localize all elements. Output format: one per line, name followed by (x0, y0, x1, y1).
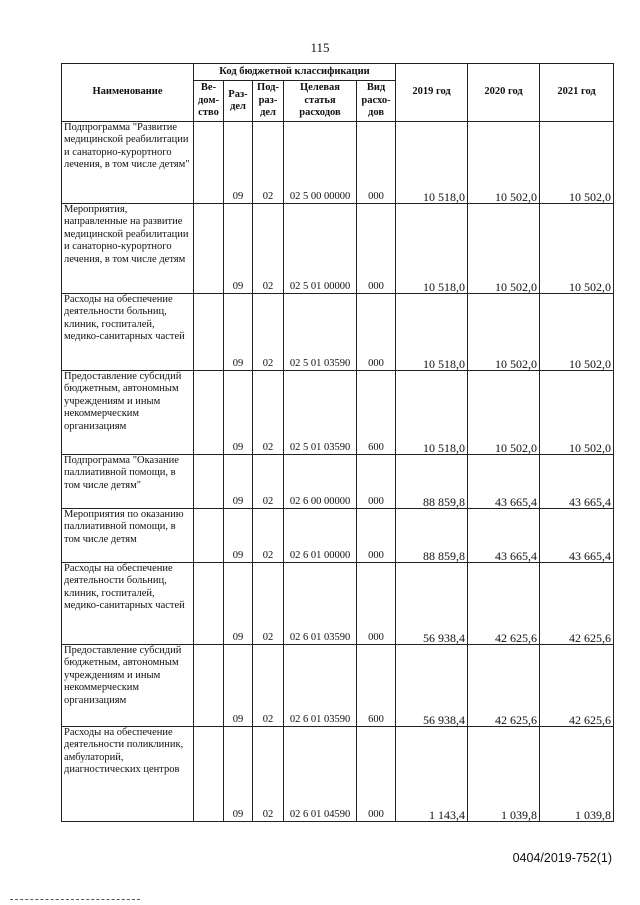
row-name: Подпрограмма "Развитие медицинской реабилитации и санаторно-курортного лечения, в том числе детям" (62, 122, 194, 204)
row-2019: 88 859,8 (396, 455, 468, 509)
table-row (62, 122, 614, 204)
row-2020: 10 502,0 (468, 371, 540, 455)
header-name: Наименование (62, 64, 194, 122)
row-name: Мероприятия, направленные на развитие медицинской реабилитации и санаторно-курортного лечения, в том числе детям (62, 204, 194, 294)
row-type: 000 (357, 122, 396, 204)
header-2020: 2020 год (468, 64, 540, 122)
row-2020: 43 665,4 (468, 509, 540, 563)
row-ministry (194, 727, 224, 822)
page-number: 115 (310, 40, 330, 55)
row-target: 02 5 00 00000 (284, 122, 357, 204)
row-ministry (194, 509, 224, 563)
row-subsection: 02 (253, 371, 284, 455)
row-name: Подпрограмма "Оказание паллиативной помощи, в том числе детям" (62, 455, 194, 509)
table-row (62, 509, 614, 563)
row-subsection: 02 (253, 122, 284, 204)
row-subsection: 02 (253, 645, 284, 727)
document-id: 0404/2019-752(1) (512, 851, 612, 865)
header-ministry: Ве- дом- ство (194, 81, 224, 122)
row-type: 600 (357, 371, 396, 455)
table-row (62, 455, 614, 509)
row-target: 02 6 00 00000 (284, 455, 357, 509)
row-2019: 1 143,4 (396, 727, 468, 822)
table-row (62, 204, 614, 294)
row-2019: 56 938,4 (396, 563, 468, 645)
row-2020: 10 502,0 (468, 122, 540, 204)
row-2021: 43 665,4 (540, 455, 614, 509)
header-target: Целевая статья расходов (284, 81, 357, 122)
row-ministry (194, 645, 224, 727)
row-section: 09 (224, 563, 253, 645)
row-2019: 10 518,0 (396, 122, 468, 204)
row-subsection: 02 (253, 455, 284, 509)
row-target: 02 6 01 00000 (284, 509, 357, 563)
table-row (62, 563, 614, 645)
row-2021: 10 502,0 (540, 204, 614, 294)
row-type: 000 (357, 204, 396, 294)
row-type: 600 (357, 645, 396, 727)
row-2019: 88 859,8 (396, 509, 468, 563)
header-section: Раз- дел (224, 81, 253, 122)
row-2020: 10 502,0 (468, 204, 540, 294)
row-ministry (194, 455, 224, 509)
table-row (62, 727, 614, 822)
row-subsection: 02 (253, 509, 284, 563)
row-name: Расходы на обеспечение деятельности поликлиник, амбулаторий, диагностических центров (62, 727, 194, 822)
row-section: 09 (224, 204, 253, 294)
row-2021: 43 665,4 (540, 509, 614, 563)
row-2021: 10 502,0 (540, 294, 614, 371)
row-type: 000 (357, 455, 396, 509)
row-type: 000 (357, 294, 396, 371)
row-ministry (194, 563, 224, 645)
header-row-top (62, 64, 614, 81)
row-2021: 42 625,6 (540, 645, 614, 727)
row-subsection: 02 (253, 294, 284, 371)
row-2020: 42 625,6 (468, 645, 540, 727)
row-section: 09 (224, 122, 253, 204)
row-type: 000 (357, 509, 396, 563)
row-2019: 10 518,0 (396, 371, 468, 455)
row-ministry (194, 371, 224, 455)
row-subsection: 02 (253, 563, 284, 645)
row-2021: 10 502,0 (540, 122, 614, 204)
header-2021: 2021 год (540, 64, 614, 122)
row-ministry (194, 204, 224, 294)
row-target: 02 5 01 03590 (284, 294, 357, 371)
row-2021: 1 039,8 (540, 727, 614, 822)
row-name: Расходы на обеспечение деятельности больниц, клиник, госпиталей, медико-санитарных частей (62, 563, 194, 645)
row-target: 02 6 01 03590 (284, 563, 357, 645)
row-ministry (194, 294, 224, 371)
row-subsection: 02 (253, 204, 284, 294)
row-2019: 10 518,0 (396, 204, 468, 294)
header-type: Вид расхо- дов (357, 81, 396, 122)
table-row (62, 645, 614, 727)
row-section: 09 (224, 645, 253, 727)
row-section: 09 (224, 371, 253, 455)
row-2019: 56 938,4 (396, 645, 468, 727)
scan-edge-mark (10, 899, 140, 902)
row-target: 02 6 01 03590 (284, 645, 357, 727)
budget-table (61, 63, 614, 822)
row-section: 09 (224, 509, 253, 563)
header-subsection: Под- раз- дел (253, 81, 284, 122)
table-row (62, 371, 614, 455)
row-2020: 42 625,6 (468, 563, 540, 645)
row-target: 02 5 01 03590 (284, 371, 357, 455)
row-2021: 10 502,0 (540, 371, 614, 455)
row-name: Предоставление субсидий бюджетным, автономным учреждениям и иным некоммерческим организациям (62, 371, 194, 455)
table-row (62, 294, 614, 371)
row-type: 000 (357, 563, 396, 645)
header-code-group: Код бюджетной классификации (194, 64, 396, 81)
row-type: 000 (357, 727, 396, 822)
row-section: 09 (224, 294, 253, 371)
row-ministry (194, 122, 224, 204)
row-2020: 1 039,8 (468, 727, 540, 822)
row-name: Предоставление субсидий бюджетным, автономным учреждениям и иным некоммерческим организациям (62, 645, 194, 727)
row-2020: 43 665,4 (468, 455, 540, 509)
row-2019: 10 518,0 (396, 294, 468, 371)
row-subsection: 02 (253, 727, 284, 822)
row-2020: 10 502,0 (468, 294, 540, 371)
row-name: Расходы на обеспечение деятельности больниц, клиник, госпиталей, медико-санитарных частей (62, 294, 194, 371)
row-2021: 42 625,6 (540, 563, 614, 645)
row-name: Мероприятия по оказанию паллиативной помощи, в том числе детям (62, 509, 194, 563)
row-target: 02 5 01 00000 (284, 204, 357, 294)
row-section: 09 (224, 727, 253, 822)
header-2019: 2019 год (396, 64, 468, 122)
row-section: 09 (224, 455, 253, 509)
row-target: 02 6 01 04590 (284, 727, 357, 822)
